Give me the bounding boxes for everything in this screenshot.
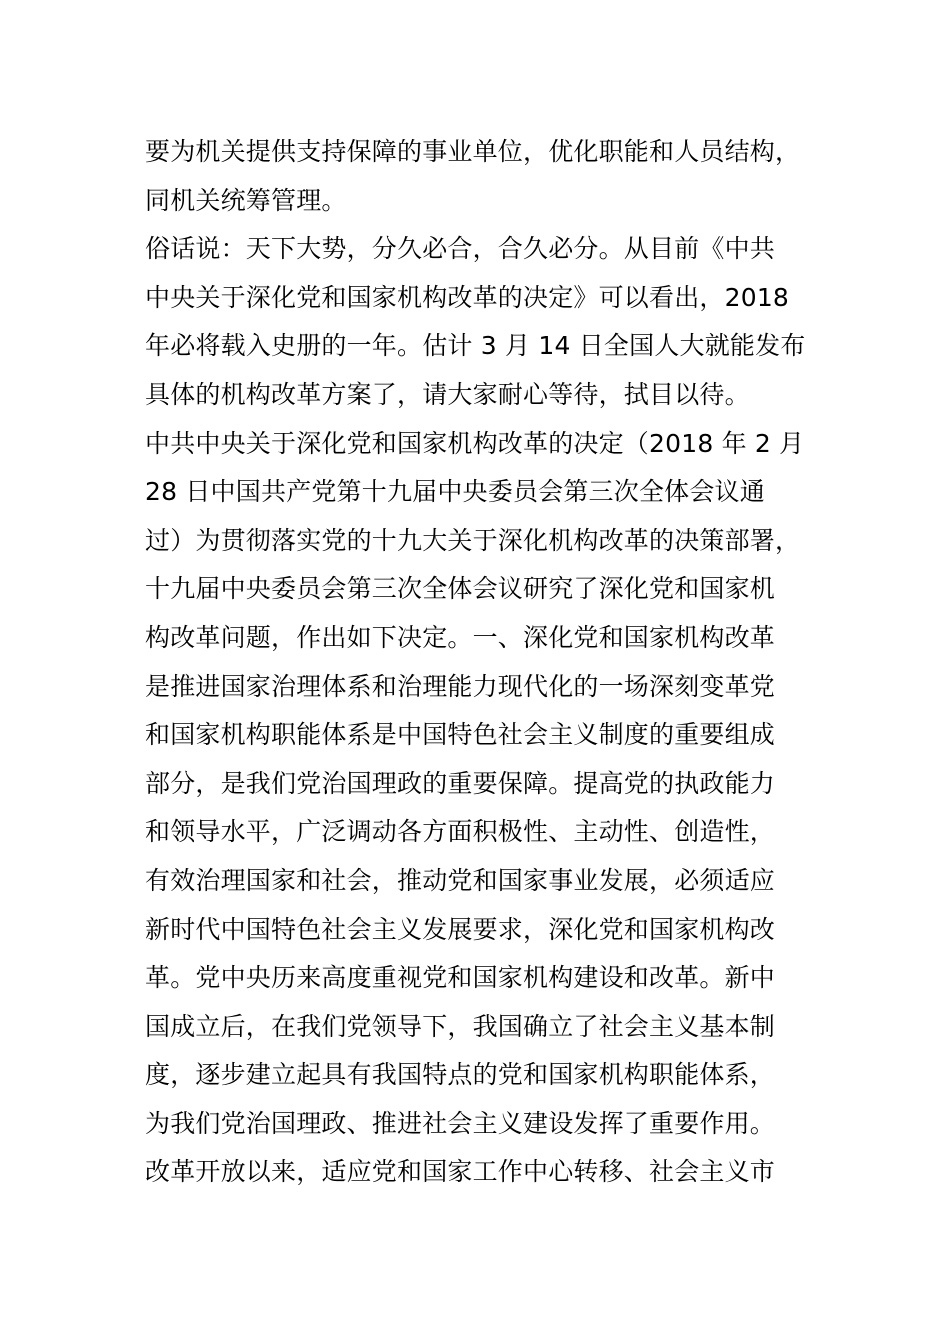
text-line: 为我们党治国理政、推进社会主义建设发挥了重要作用。 <box>145 1108 776 1138</box>
text-line: 改革开放以来，适应党和国家工作中心转移、社会主义市 <box>145 1157 776 1187</box>
text-line: 中共中央关于深化党和国家机构改革的决定（2018 年 2 月 <box>145 428 805 458</box>
text-line: 中央关于深化党和国家机构改革的决定》可以看出，2018 <box>145 282 790 312</box>
text-line: 部分，是我们党治国理政的重要保障。提高党的执政能力 <box>145 768 776 798</box>
text-line: 有效治理国家和社会，推动党和国家事业发展，必须适应 <box>145 865 776 895</box>
text-line: 十九届中央委员会第三次全体会议研究了深化党和国家机 <box>145 574 776 604</box>
text-line: 度，逐步建立起具有我国特点的党和国家机构职能体系， <box>145 1060 776 1090</box>
text-line: 是推进国家治理体系和治理能力现代化的一场深刻变革党 <box>145 671 776 701</box>
text-line: 革。党中央历来高度重视党和国家机构建设和改革。新中 <box>145 963 776 993</box>
text-line: 要为机关提供支持保障的事业单位，优化职能和人员结构， <box>145 137 801 166</box>
text-line: 同机关统筹管理。 <box>145 185 347 215</box>
text-line: 和国家机构职能体系是中国特色社会主义制度的重要组成 <box>145 720 776 750</box>
text-line: 具体的机构改革方案了，请大家耐心等待，拭目以待。 <box>145 379 750 409</box>
text-line: 国成立后，在我们党领导下，我国确立了社会主义基本制 <box>145 1011 776 1041</box>
text-line: 和领导水平，广泛调动各方面积极性、主动性、创造性， <box>145 817 776 847</box>
text-line: 28 日中国共产党第十九届中央委员会第三次全体会议通 <box>145 477 765 507</box>
text-line: 俗话说：天下大势，分久必合，合久必分。从目前《中共 <box>145 234 776 264</box>
text-line: 过）为贯彻落实党的十九大关于深化机构改革的决策部署， <box>145 525 801 555</box>
text-line: 构改革问题，作出如下决定。一、深化党和国家机构改革 <box>145 622 776 652</box>
text-line: 新时代中国特色社会主义发展要求，深化党和国家机构改 <box>145 914 776 944</box>
text-line: 年必将载入史册的一年。估计 3 月 14 日全国人大就能发布 <box>145 331 806 361</box>
document-body <box>145 128 825 1197</box>
